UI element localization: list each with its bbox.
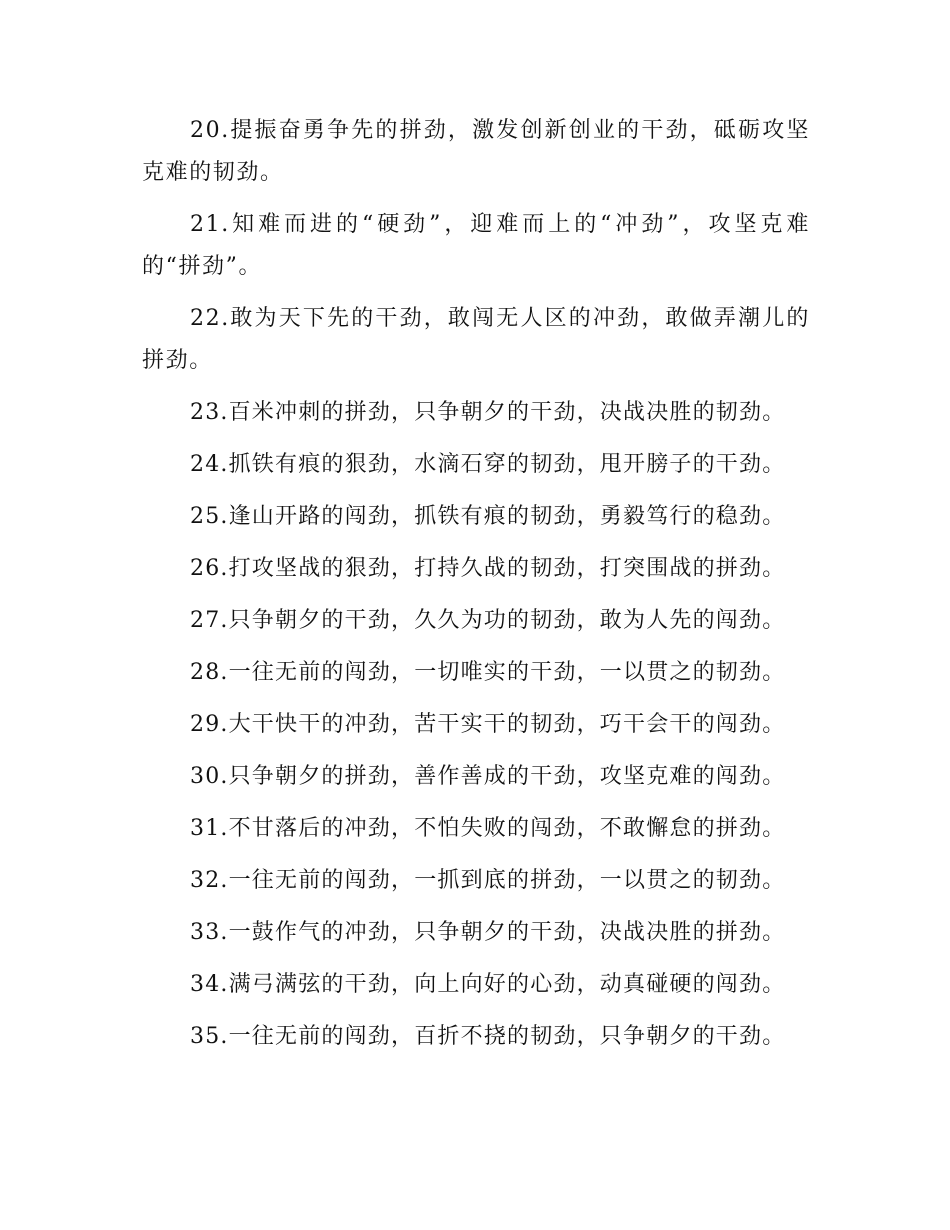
paragraph-28: 28.一往无前的闯劲，一切唯实的干劲，一以贯之的韧劲。: [190, 660, 786, 685]
paragraph-33: 33.一鼓作气的冲劲，只争朝夕的干劲，决战决胜的拼劲。: [190, 920, 786, 945]
paragraph-35: 35.一往无前的闯劲，百折不挠的韧劲，只争朝夕的干劲。: [190, 1024, 786, 1049]
paragraph-26: 26.打攻坚战的狠劲，打持久战的韧劲，打突围战的拼劲。: [190, 556, 786, 581]
paragraph-24: 24.抓铁有痕的狠劲，水滴石穿的韧劲，甩开膀子的干劲。: [190, 452, 786, 477]
paragraph-27: 27.只争朝夕的干劲，久久为功的韧劲，敢为人先的闯劲。: [190, 608, 786, 633]
paragraph-34: 34.满弓满弦的干劲，向上向好的心劲，动真碰硬的闯劲。: [190, 972, 786, 997]
paragraph-20: 20.提振奋勇争先的拼劲，激发创新创业的干劲，砥砺攻坚克难的韧劲。: [142, 118, 810, 185]
paragraph-25: 25.逢山开路的闯劲，抓铁有痕的韧劲，勇毅笃行的稳劲。: [190, 504, 786, 529]
paragraph-22: 22.敢为天下先的干劲，敢闯无人区的冲劲，敢做弄潮儿的拼劲。: [142, 306, 810, 373]
document-body: [142, 110, 810, 1068]
paragraph-30: 30.只争朝夕的拼劲，善作善成的干劲，攻坚克难的闯劲。: [190, 764, 786, 789]
paragraph-23: 23.百米冲刺的拼劲，只争朝夕的干劲，决战决胜的韧劲。: [190, 400, 786, 425]
paragraph-21: 21.知难而进的“硬劲”，迎难而上的“冲劲”，攻坚克难的“拼劲”。: [142, 212, 810, 279]
paragraph-32: 32.一往无前的闯劲，一抓到底的拼劲，一以贯之的韧劲。: [190, 868, 786, 893]
paragraph-31: 31.不甘落后的冲劲，不怕失败的闯劲，不敢懈怠的拼劲。: [190, 816, 786, 841]
paragraph-29: 29.大干快干的冲劲，苦干实干的韧劲，巧干会干的闯劲。: [190, 712, 786, 737]
